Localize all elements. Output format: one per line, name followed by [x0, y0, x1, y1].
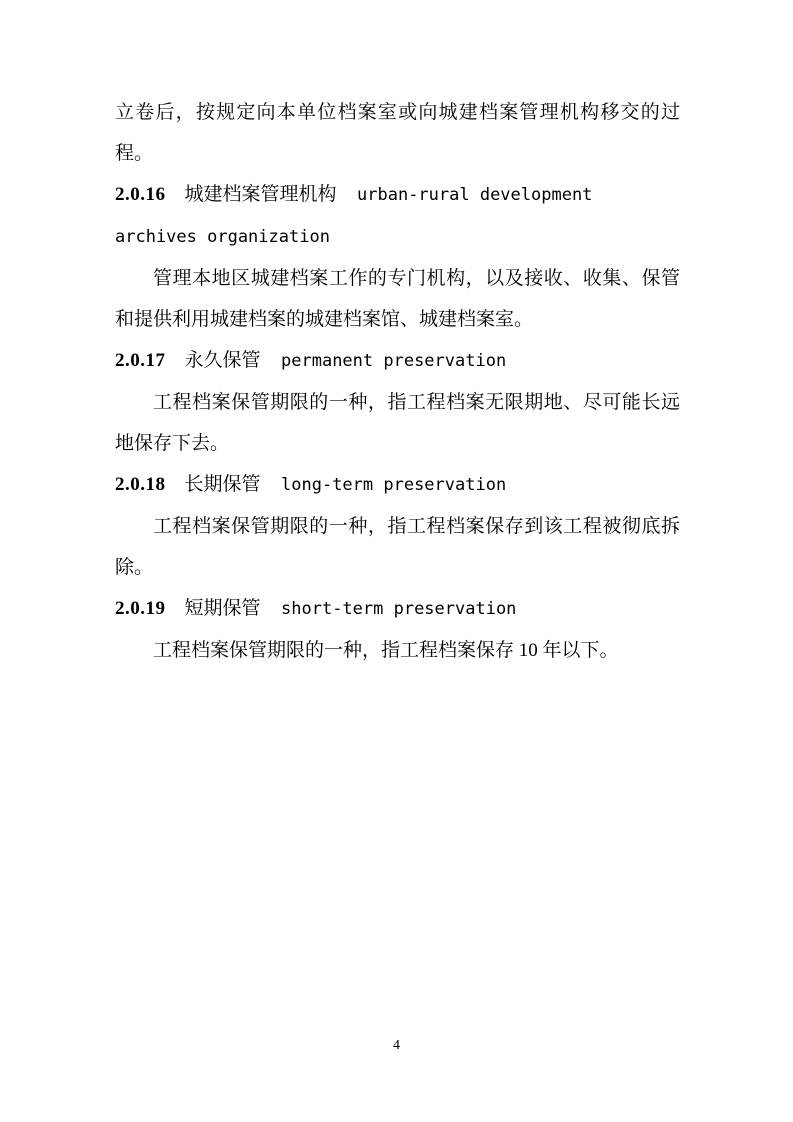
- term-body-2-0-17: 工程档案保管期限的一种，指工程档案无限期地、尽可能长远地保存下去。: [115, 392, 680, 454]
- term-english: long-term preservation: [281, 475, 507, 495]
- term-heading-2-0-16: [115, 174, 680, 258]
- term-gap: [166, 184, 185, 205]
- term-gap-2: [261, 351, 281, 371]
- term-body-2-0-18: 工程档案保管期限的一种，指工程档案保存到该工程被彻底拆除。: [115, 516, 680, 578]
- term-number: 2.0.17: [115, 350, 166, 371]
- term-gap-2: [337, 185, 357, 205]
- term-heading-2-0-18: [115, 464, 680, 506]
- term-heading-2-0-19: [115, 588, 680, 630]
- term-gap: [166, 598, 185, 619]
- term-english: permanent preservation: [281, 351, 507, 371]
- term-gap-2: [261, 599, 281, 619]
- term-english: short-term preservation: [281, 599, 517, 619]
- term-number: 2.0.18: [115, 474, 166, 495]
- term-number: 2.0.16: [115, 184, 166, 205]
- term-body-2-0-16: 管理本地区城建档案工作的专门机构，以及接收、收集、保管和提供利用城建档案的城建档案馆、城建档案室。: [115, 268, 680, 330]
- page-content: [115, 92, 680, 671]
- term-number: 2.0.19: [115, 598, 166, 619]
- term-heading-2-0-17: [115, 340, 680, 382]
- paragraph-continuation: 立卷后，按规定向本单位档案室或向城建档案管理机构移交的过程。: [115, 102, 680, 164]
- term-english: urban-rural development archives organization: [115, 185, 603, 247]
- term-body-2-0-19: 工程档案保管期限的一种，指工程档案保存 10 年以下。: [153, 640, 619, 661]
- term-chinese: 长期保管: [184, 474, 261, 495]
- term-chinese: 短期保管: [184, 598, 261, 619]
- term-gap: [166, 474, 185, 495]
- term-gap-2: [261, 475, 281, 495]
- term-gap: [166, 350, 185, 371]
- term-chinese: 永久保管: [184, 350, 261, 371]
- page-number: 4: [393, 1038, 400, 1053]
- term-chinese: 城建档案管理机构: [184, 184, 337, 205]
